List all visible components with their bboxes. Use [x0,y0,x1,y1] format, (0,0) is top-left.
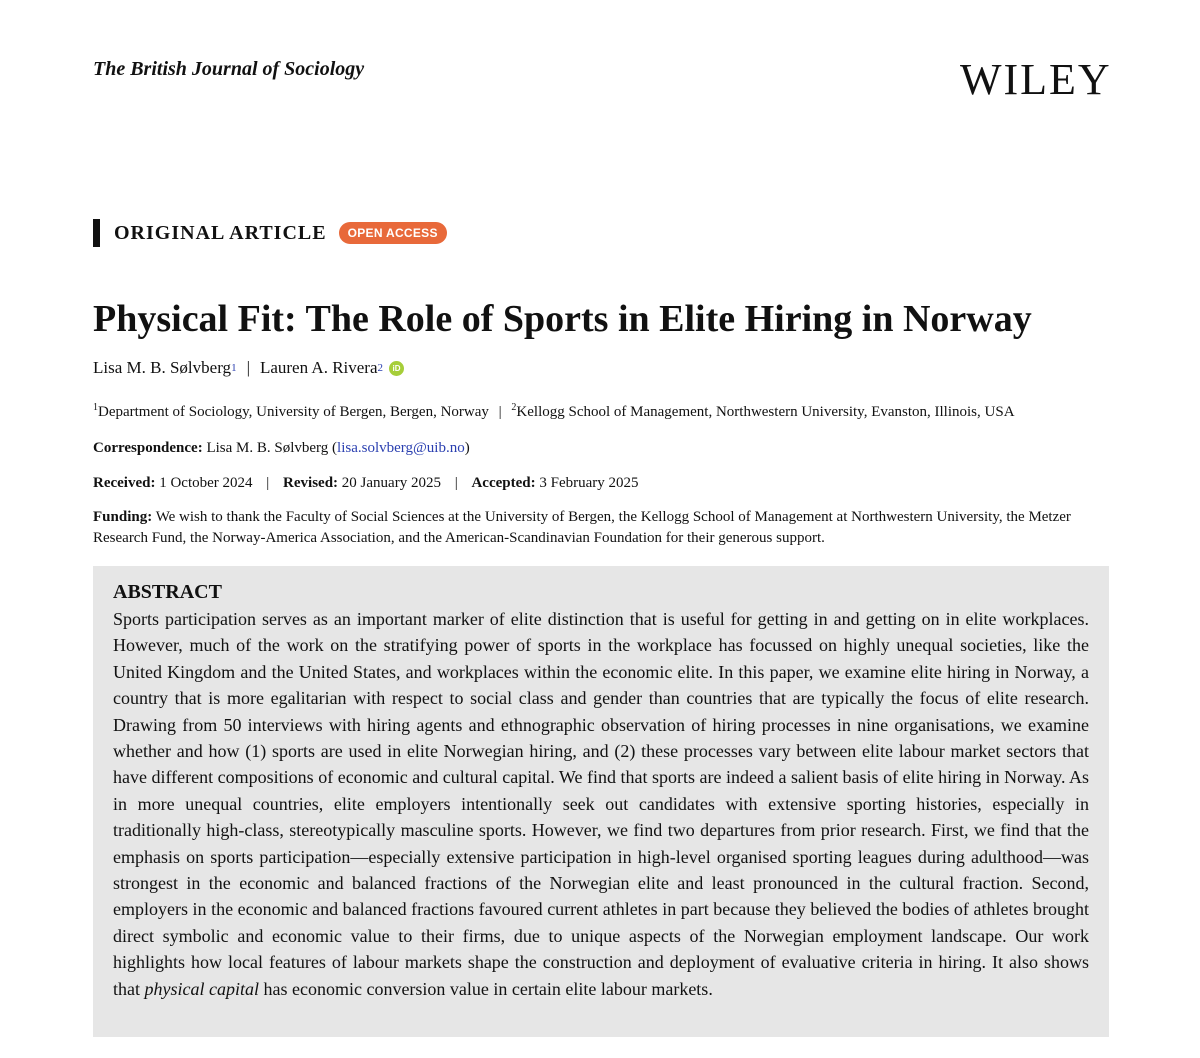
author-name[interactable]: Lisa M. B. Sølvberg [93,358,232,377]
revised-label: Revised: [283,475,339,491]
author-separator: | [246,358,250,377]
journal-name: The British Journal of Sociology [93,58,365,80]
article-type-bar [93,219,100,247]
accepted-label: Accepted: [471,475,536,491]
author-list [93,358,404,378]
affiliation-mark: 1 [93,402,98,413]
correspondence-label: Correspondence: [93,440,203,456]
funding-statement [93,507,1108,549]
abstract-text-part: Sports participation serves as an important marker of elite distinction that is useful for getting in and getting on in elite workplaces. However, much of the work on the stratifying power of sports in the workplace has focussed on highly unequal societies, like the United Kingdom and the United States, and workplaces within the economic elite. In this paper, we examine elite hiring in Norway, a country that is more egalitarian with respect to social class and gender than countries that are typically the focus of elite research. Drawing from 50 interviews with hiring agents and ethnographic observation of hiring processes in nine organisations, we examine whether and how (1) sports are used in elite Norwegian hiring, and (2) these processes vary between elite labour market sectors that have different compositions of economic and cultural capital. We find that sports are indeed a salient basis of elite hiring in Norway. As in more unequal countries, elite employers intentionally seek out candidates with extensive sporting histories, especially in traditionally high-class, stereotypically masculine sports. However, we find two departures from prior research. First, we find that the emphasis on sports participation—especially extensive participation in high-level organised sporting leagues during adulthood—was strongest in the economic and balanced fractions of the Norwegian elite and least pronounced in the cultural fraction. Second, employers in the economic and balanced fractions favoured current athletes in part because they believed the bodies of athletes brought direct symbolic and economic value to their firms, due to unique aspects of the Norwegian employment landscape. Our work highlights how local features of labour markets shape the construction and deployment of evaluative criteria in hiring. It also shows that [113,609,1089,999]
abstract-box [93,566,1109,1037]
open-access-badge: OPEN ACCESS [339,222,447,244]
affiliation-text: Kellogg School of Management, Northwestern University, Evanston, Illinois, USA [516,404,1015,420]
article-dates [93,475,639,492]
date-separator: | [454,475,458,491]
abstract-italic-term: physical capital [144,978,259,999]
revised-date: 20 January 2025 [341,475,441,491]
publisher-logo: WILEY [960,55,1112,104]
abstract-heading: ABSTRACT [113,581,222,603]
received-date: 1 October 2024 [159,475,253,491]
abstract-text [113,606,1089,1002]
date-separator: | [266,475,270,491]
affiliation-mark[interactable]: 2 [377,362,384,374]
author-name[interactable]: Lauren A. Rivera [259,358,378,377]
orcid-icon[interactable]: iD [389,361,404,376]
affiliation-mark[interactable]: 1 [231,362,237,374]
affiliation-text: Department of Sociology, University of Bergen, Bergen, Norway [98,404,489,420]
article-title: Physical Fit: The Role of Sports in Elite Hiring in Norway [93,298,1032,340]
funding-label: Funding: [93,509,153,525]
article-type-row [93,219,447,247]
accepted-date: 3 February 2025 [539,475,639,491]
correspondence-email-link[interactable]: lisa.solvberg@uib.no [337,440,465,456]
affiliations [93,402,1015,421]
affiliation-separator: | [498,404,502,420]
received-label: Received: [93,475,156,491]
funding-text: We wish to thank the Faculty of Social Sciences at the University of Bergen, the Kellogg School of Management at Northwestern University, the Metzer Research Fund, the Norway-America Association, and the American-Scandinavian Foundation for their generous support. [93,509,1071,546]
correspondence-name: Lisa M. B. Sølvberg [206,440,329,456]
abstract-text-part: has economic conversion value in certain elite labour markets. [258,978,713,999]
affiliation-mark: 2 [511,402,517,413]
correspondence: Correspondence: Lisa M. B. Sølvberg (lisa.solvberg@uib.no) [93,440,470,456]
article-type-label: ORIGINAL ARTICLE [114,221,327,244]
